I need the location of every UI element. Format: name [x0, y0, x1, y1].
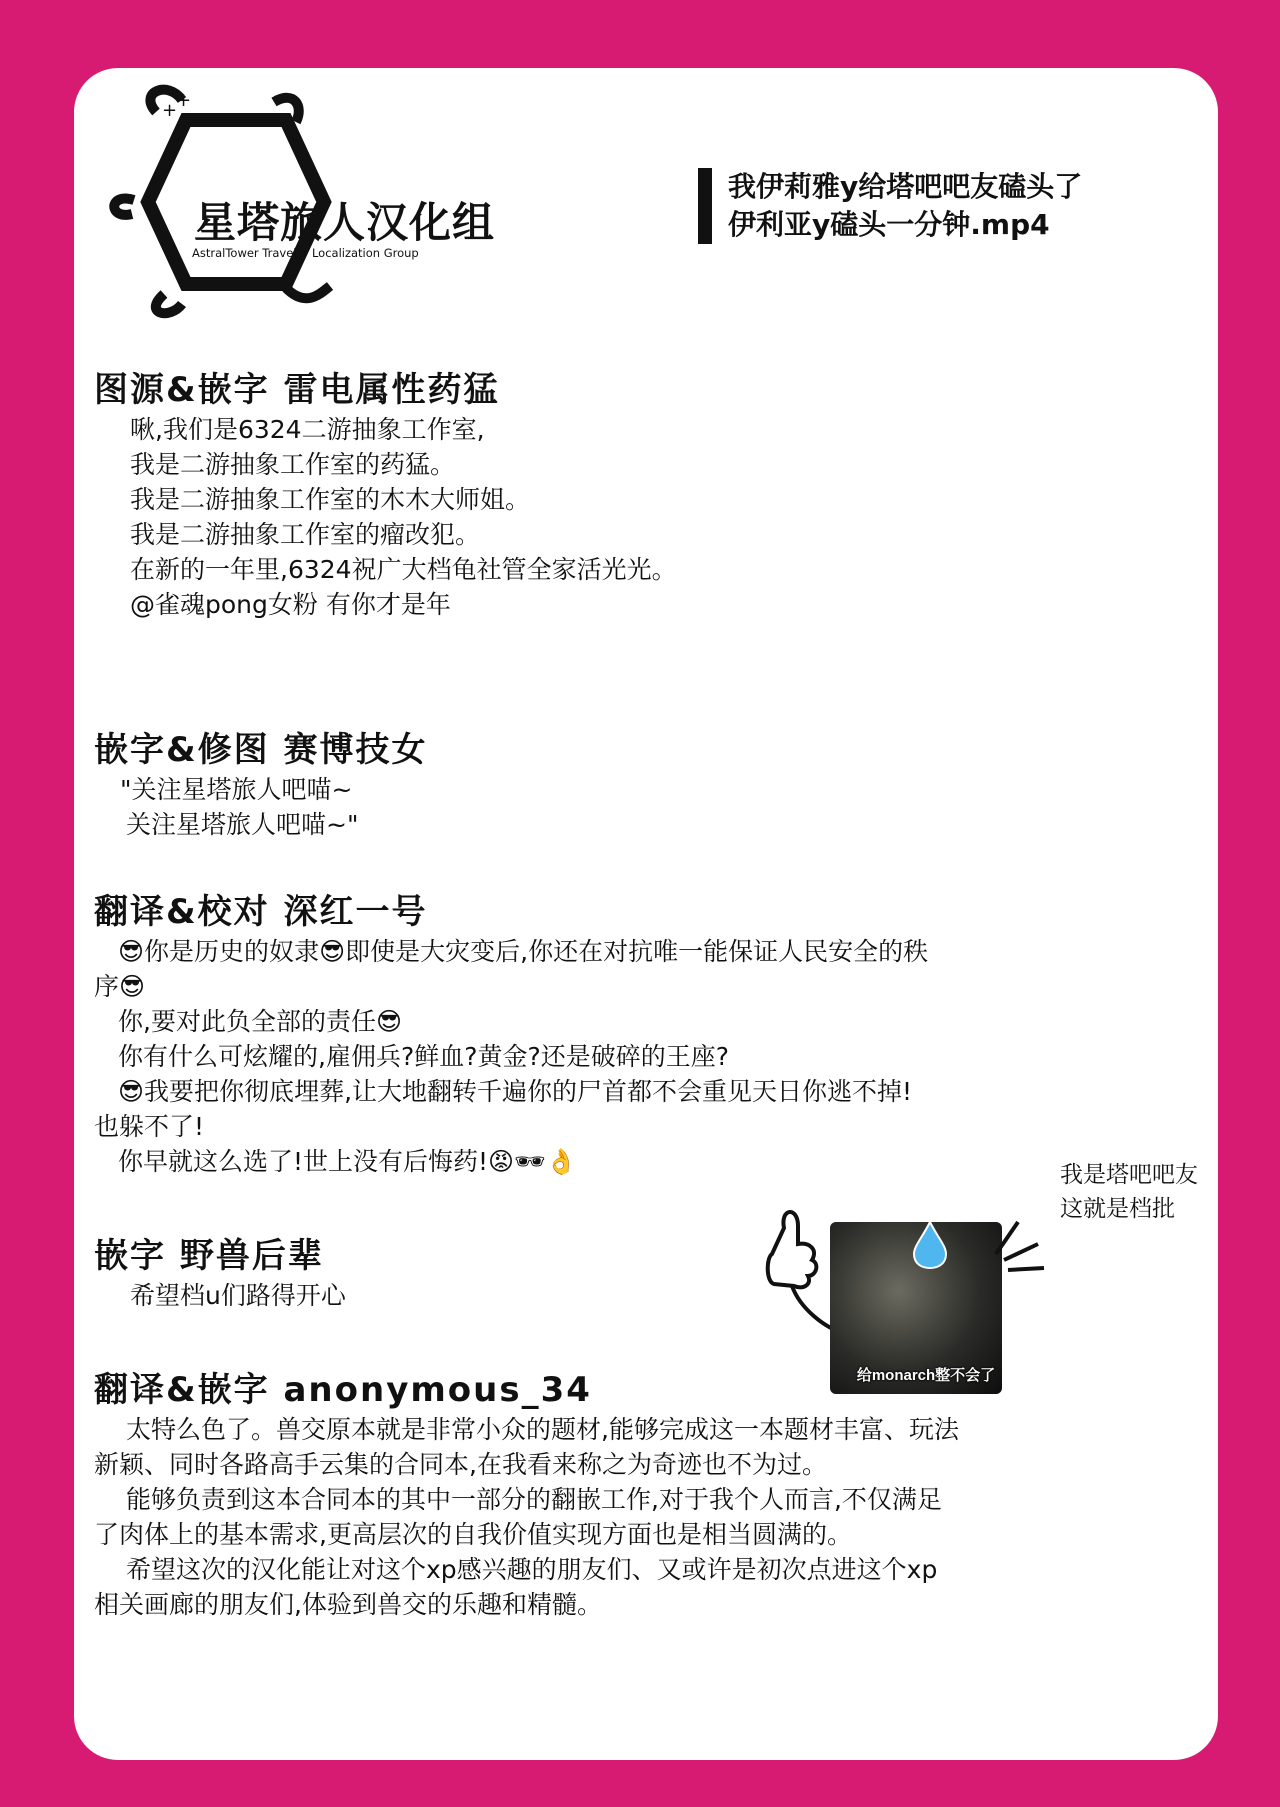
section-line: 你有什么可炫耀的,雇佣兵?鲜血?黄金?还是破碎的王座?: [118, 1042, 730, 1071]
section-line: 太特么色了。兽交原本就是非常小众的题材,能够完成这一本题材丰富、玩法: [126, 1415, 959, 1444]
section-line: @雀魂pong女粉 有你才是年: [130, 590, 451, 619]
header-note: [698, 168, 1082, 244]
section-heading: 图源&嵌字 雷电属性药猛: [94, 370, 500, 410]
section-line: "关注星塔旅人吧喵~: [120, 775, 353, 804]
sweat-drop-icon: [910, 1220, 950, 1270]
section-line: 希望这次的汉化能让对这个xp感兴趣的朋友们、又或许是初次点进这个xp: [126, 1555, 938, 1584]
section-body: [94, 772, 428, 842]
note-line: 我伊莉雅y给塔吧吧友磕头了: [728, 170, 1083, 203]
section-body: [94, 1278, 346, 1313]
section-line: 关注星塔旅人吧喵~": [126, 810, 359, 839]
speech-line: 我是塔吧吧友: [1060, 1162, 1198, 1188]
credit-section-anonymous: [94, 1368, 1174, 1622]
group-logo: [98, 82, 498, 322]
section-line: 相关画廊的朋友们,体验到兽交的乐趣和精髓。: [94, 1590, 602, 1619]
section-line: 我是二游抽象工作室的瘤改犯。: [130, 520, 481, 549]
section-line: 在新的一年里,6324祝广大档龟社管全家活光光。: [130, 555, 677, 584]
section-line: 希望档u们路得开心: [130, 1281, 346, 1310]
section-body: [94, 412, 677, 622]
section-line: 😎你是历史的奴隶😎即使是大灾变后,你还在对抗唯一能保证人民安全的秩: [118, 937, 929, 966]
section-body: [94, 1412, 1174, 1622]
credit-section-typeset: [94, 1234, 346, 1313]
section-line: 我是二游抽象工作室的药猛。: [130, 450, 456, 479]
credit-section-retouch: [94, 728, 428, 842]
section-heading: 翻译&嵌字 anonymous_34: [94, 1370, 592, 1410]
svg-text:+: +: [176, 90, 192, 111]
credits-card: [74, 68, 1218, 1760]
logo-title: 星塔旅人汉化组: [194, 198, 496, 247]
section-line: 我是二游抽象工作室的木木大师姐。: [130, 485, 531, 514]
section-line: 能够负责到这本合同本的其中一部分的翻嵌工作,对于我个人而言,不仅满足: [126, 1485, 942, 1514]
section-line: 了肉体上的基本需求,更高层次的自我价值实现方面也是相当圆满的。: [94, 1520, 852, 1549]
credit-section-source: [94, 368, 677, 622]
section-line: 啾,我们是6324二游抽象工作室,: [130, 415, 485, 444]
svg-text:+: +: [162, 100, 178, 121]
speech-line: 这就是档批: [1060, 1196, 1175, 1222]
section-line: 也躲不了!: [94, 1112, 205, 1141]
section-heading: 翻译&校对 深红一号: [94, 892, 428, 932]
note-line: 伊利亚y磕头一分钟.mp4: [728, 208, 1050, 241]
shock-lines-icon: [988, 1208, 1058, 1278]
section-line: 你早就这么选了!世上没有后悔药!😡🕶👌: [118, 1147, 577, 1176]
section-heading: 嵌字 野兽后辈: [94, 1236, 324, 1276]
logo-subtitle: AstralTower Traveler Localization Group: [192, 246, 419, 260]
sticker-speech: [1060, 1158, 1198, 1226]
section-line: 新颖、同时各路高手云集的合同本,在我看来称之为奇迹也不为过。: [94, 1450, 827, 1479]
section-line: 你,要对此负全部的责任😎: [118, 1007, 403, 1036]
section-line: 序😎: [94, 972, 146, 1001]
sticker-caption: 给monarch整不会了: [856, 1367, 996, 1384]
credit-section-translation: [94, 890, 1174, 1179]
section-heading: 嵌字&修图 赛博技女: [94, 730, 428, 770]
section-line: 😎我要把你彻底埋葬,让大地翻转千遍你的尸首都不会重见天日你逃不掉!: [118, 1077, 913, 1106]
